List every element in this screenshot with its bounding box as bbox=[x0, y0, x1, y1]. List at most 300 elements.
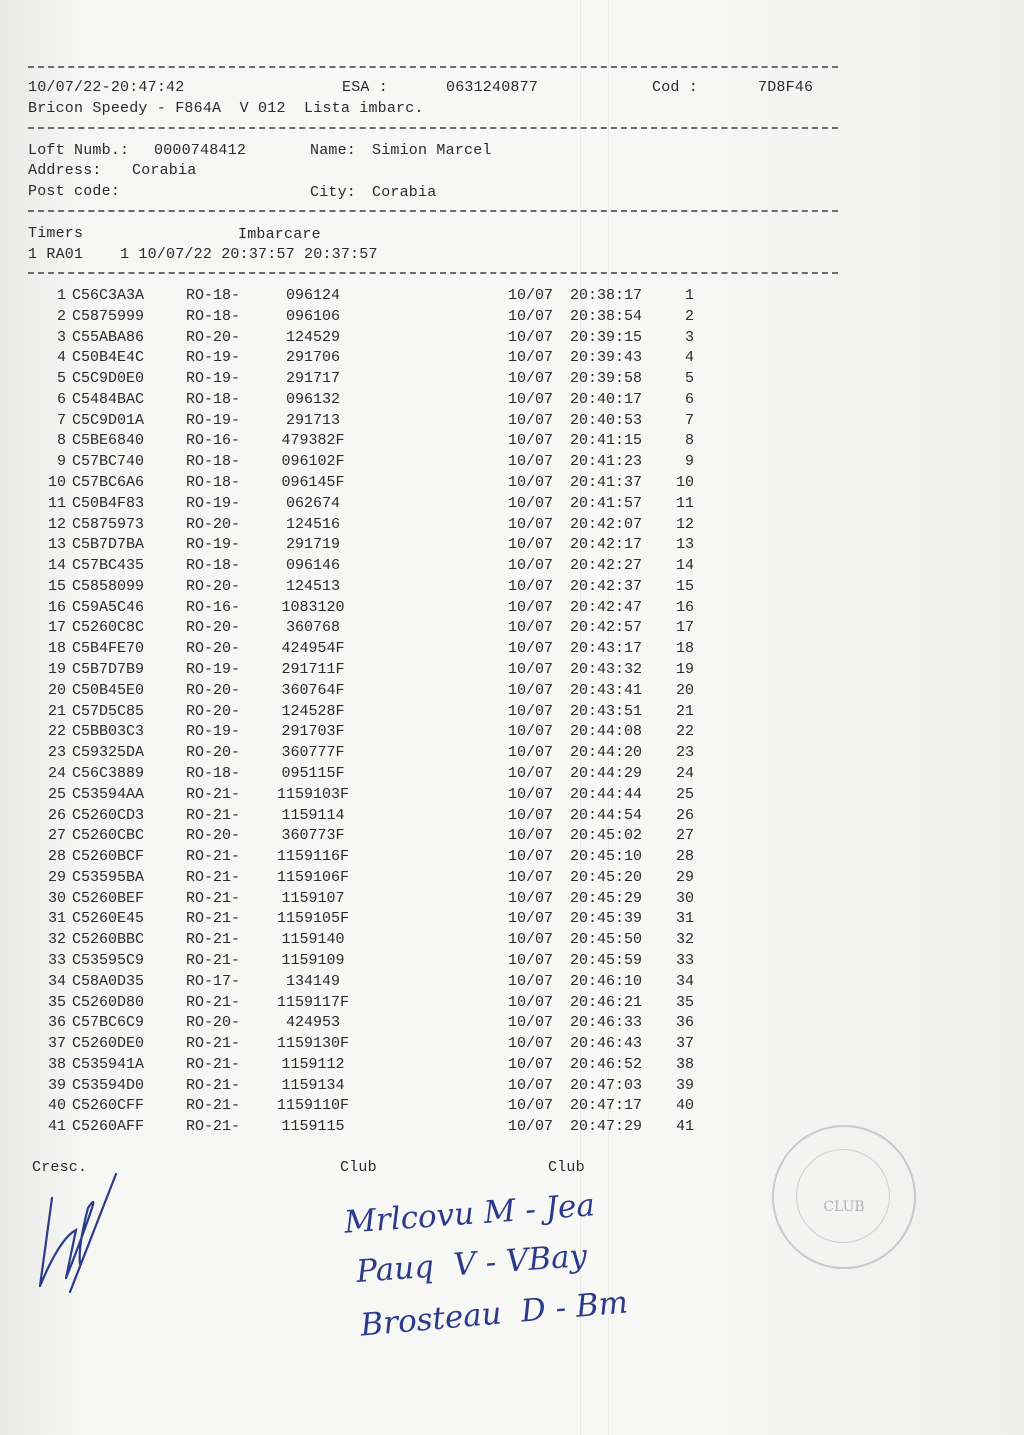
table-row bbox=[0, 723, 720, 744]
position: 30 bbox=[675, 889, 694, 907]
chip-id: C5B7D7BA bbox=[72, 536, 145, 554]
position: 10 bbox=[675, 474, 694, 492]
ring-number: 1159109 bbox=[281, 951, 345, 969]
position: 11 bbox=[675, 494, 694, 512]
arrival-time: 20:42:27 bbox=[570, 557, 643, 575]
arrival-date: 10/07 bbox=[508, 785, 554, 803]
table-row bbox=[0, 557, 720, 578]
arrival-time: 20:43:32 bbox=[570, 661, 643, 679]
table-row bbox=[0, 536, 720, 557]
ring-prefix: RO-18- bbox=[186, 390, 241, 408]
ring-prefix: RO-20- bbox=[186, 619, 241, 637]
table-row bbox=[0, 1035, 720, 1056]
table-row bbox=[0, 287, 720, 308]
row-index: 14 bbox=[47, 557, 66, 575]
club-label-2: Club bbox=[548, 1159, 585, 1176]
row-index: 20 bbox=[47, 681, 66, 699]
position: 17 bbox=[675, 619, 694, 637]
cod-label: Cod : bbox=[652, 79, 699, 96]
position: 29 bbox=[675, 868, 694, 886]
ring-number: 479382F bbox=[281, 432, 345, 450]
table-row bbox=[0, 308, 720, 329]
arrival-date: 10/07 bbox=[508, 1097, 554, 1115]
esa-value: 0631240877 bbox=[446, 79, 539, 96]
city-value: Corabia bbox=[372, 184, 437, 201]
arrival-time: 20:45:50 bbox=[570, 931, 643, 949]
arrival-time: 20:41:23 bbox=[570, 453, 643, 471]
arrival-date: 10/07 bbox=[508, 577, 554, 595]
ring-number: 096102F bbox=[281, 453, 345, 471]
row-index: 1 bbox=[56, 287, 66, 304]
position: 36 bbox=[675, 1014, 694, 1032]
ring-prefix: RO-19- bbox=[186, 349, 241, 367]
ring-prefix: RO-20- bbox=[186, 827, 241, 845]
arrival-time: 20:41:57 bbox=[570, 494, 643, 512]
table-row bbox=[0, 848, 720, 869]
arrival-time: 20:45:29 bbox=[570, 889, 643, 907]
address-value: Corabia bbox=[132, 162, 197, 179]
row-index: 40 bbox=[47, 1097, 66, 1115]
row-index: 31 bbox=[47, 910, 66, 928]
arrival-date: 10/07 bbox=[508, 515, 554, 533]
row-index: 19 bbox=[47, 661, 66, 679]
handwritten-name-2: Pauq V - VBay bbox=[355, 1237, 589, 1291]
arrival-time: 20:38:54 bbox=[570, 307, 643, 325]
name-value: Simion Marcel bbox=[372, 142, 492, 159]
ring-number: 1159115 bbox=[281, 1118, 345, 1136]
row-index: 13 bbox=[47, 536, 66, 554]
arrival-time: 20:44:44 bbox=[570, 785, 643, 803]
arrival-time: 20:46:52 bbox=[570, 1055, 643, 1073]
arrival-date: 10/07 bbox=[508, 848, 554, 866]
stamp-text: CLUB bbox=[823, 1199, 865, 1215]
ring-prefix: RO-19- bbox=[186, 536, 241, 554]
table-row bbox=[0, 474, 720, 495]
arrival-date: 10/07 bbox=[508, 993, 554, 1011]
ring-number: 291717 bbox=[285, 370, 340, 388]
arrival-time: 20:45:10 bbox=[570, 848, 643, 866]
esa-label: ESA : bbox=[342, 79, 389, 96]
arrival-time: 20:46:10 bbox=[570, 972, 643, 990]
arrival-time: 20:47:03 bbox=[570, 1076, 643, 1094]
row-index: 5 bbox=[56, 370, 66, 388]
loft-label: Loft Numb.: bbox=[28, 142, 130, 159]
ring-number: 095115F bbox=[281, 764, 345, 782]
city-label: City: bbox=[310, 184, 357, 201]
row-index: 23 bbox=[47, 744, 66, 762]
ring-prefix: RO-21- bbox=[186, 848, 241, 866]
ring-number: 1083120 bbox=[281, 598, 345, 616]
ring-number: 424954F bbox=[281, 640, 345, 658]
ring-prefix: RO-21- bbox=[186, 993, 241, 1011]
ring-prefix: RO-18- bbox=[186, 287, 241, 304]
arrival-date: 10/07 bbox=[508, 661, 554, 679]
position: 20 bbox=[675, 681, 694, 699]
position: 33 bbox=[675, 951, 694, 969]
ring-prefix: RO-21- bbox=[186, 1055, 241, 1073]
row-index: 26 bbox=[47, 806, 66, 824]
position: 23 bbox=[675, 744, 694, 762]
chip-id: C53595C9 bbox=[72, 951, 145, 969]
row-index: 41 bbox=[47, 1118, 66, 1136]
chip-id: C5260DE0 bbox=[72, 1035, 145, 1053]
chip-id: C58A0D35 bbox=[72, 972, 145, 990]
ring-number: 1159116F bbox=[276, 848, 349, 866]
arrival-date: 10/07 bbox=[508, 1076, 554, 1094]
arrival-time: 20:43:51 bbox=[570, 702, 643, 720]
position: 16 bbox=[675, 598, 694, 616]
ring-prefix: RO-18- bbox=[186, 474, 241, 492]
arrival-date: 10/07 bbox=[508, 598, 554, 616]
ring-prefix: RO-21- bbox=[186, 1118, 241, 1136]
table-row bbox=[0, 453, 720, 474]
chip-id: C53595BA bbox=[72, 868, 145, 886]
position: 41 bbox=[675, 1118, 694, 1136]
arrival-date: 10/07 bbox=[508, 723, 554, 741]
row-index: 27 bbox=[47, 827, 66, 845]
arrival-date: 10/07 bbox=[508, 640, 554, 658]
chip-id: C5260AFF bbox=[72, 1118, 145, 1136]
position: 39 bbox=[675, 1076, 694, 1094]
ring-number: 1159117F bbox=[276, 993, 349, 1011]
row-index: 38 bbox=[47, 1055, 66, 1073]
arrival-date: 10/07 bbox=[508, 411, 554, 429]
table-row bbox=[0, 682, 720, 703]
arrival-date: 10/07 bbox=[508, 287, 554, 304]
arrival-date: 10/07 bbox=[508, 1035, 554, 1053]
arrival-time: 20:46:21 bbox=[570, 993, 643, 1011]
chip-id: C57BC6A6 bbox=[72, 474, 145, 492]
arrival-time: 20:44:20 bbox=[570, 744, 643, 762]
ring-prefix: RO-21- bbox=[186, 1035, 241, 1053]
ring-number: 360777F bbox=[281, 744, 345, 762]
table-row bbox=[0, 412, 720, 433]
row-index: 37 bbox=[47, 1035, 66, 1053]
device-line: Bricon Speedy - F864A V 012 Lista imbarc. bbox=[28, 100, 424, 117]
chip-id: C5C9D0E0 bbox=[72, 370, 145, 388]
ring-prefix: RO-21- bbox=[186, 951, 241, 969]
ring-number: 291719 bbox=[285, 536, 340, 554]
table-row bbox=[0, 599, 720, 620]
position: 3 bbox=[684, 328, 694, 346]
ring-number: 291713 bbox=[285, 411, 340, 429]
ring-prefix: RO-19- bbox=[186, 411, 241, 429]
chip-id: C57BC740 bbox=[72, 453, 145, 471]
position: 1 bbox=[684, 287, 694, 304]
chip-id: C5B7D7B9 bbox=[72, 661, 145, 679]
ring-number: 096124 bbox=[285, 287, 340, 304]
chip-id: C5260CD3 bbox=[72, 806, 145, 824]
cod-value: 7D8F46 bbox=[758, 79, 814, 96]
imbarcare-label: Imbarcare bbox=[238, 226, 321, 243]
timers-label: Timers bbox=[28, 225, 84, 242]
row-index: 11 bbox=[47, 494, 66, 512]
row-index: 32 bbox=[47, 931, 66, 949]
ring-prefix: RO-21- bbox=[186, 868, 241, 886]
table-row bbox=[0, 910, 720, 931]
position: 31 bbox=[675, 910, 694, 928]
chip-id: C5BE6840 bbox=[72, 432, 145, 450]
chip-id: C50B45E0 bbox=[72, 681, 145, 699]
arrival-date: 10/07 bbox=[508, 328, 554, 346]
table-row bbox=[0, 1077, 720, 1098]
chip-id: C5BB03C3 bbox=[72, 723, 145, 741]
table-row bbox=[0, 619, 720, 640]
position: 22 bbox=[675, 723, 694, 741]
row-index: 22 bbox=[47, 723, 66, 741]
ring-prefix: RO-18- bbox=[186, 764, 241, 782]
position: 19 bbox=[675, 661, 694, 679]
position: 34 bbox=[675, 972, 694, 990]
ring-prefix: RO-21- bbox=[186, 931, 241, 949]
arrival-date: 10/07 bbox=[508, 681, 554, 699]
handwritten-name-3: Brosteau D - Bm bbox=[358, 1284, 630, 1344]
row-index: 21 bbox=[47, 702, 66, 720]
row-index: 3 bbox=[56, 328, 66, 346]
position: 28 bbox=[675, 848, 694, 866]
ring-prefix: RO-20- bbox=[186, 702, 241, 720]
arrival-date: 10/07 bbox=[508, 557, 554, 575]
arrival-time: 20:38:17 bbox=[570, 287, 643, 304]
ring-prefix: RO-21- bbox=[186, 1076, 241, 1094]
row-index: 6 bbox=[56, 390, 66, 408]
position: 13 bbox=[675, 536, 694, 554]
ring-number: 062674 bbox=[285, 494, 340, 512]
position: 15 bbox=[675, 577, 694, 595]
arrival-date: 10/07 bbox=[508, 868, 554, 886]
postcode-label: Post code: bbox=[28, 183, 121, 200]
table-row bbox=[0, 432, 720, 453]
address-label: Address: bbox=[28, 162, 102, 179]
arrival-date: 10/07 bbox=[508, 702, 554, 720]
ring-number: 096146 bbox=[285, 557, 340, 575]
position: 18 bbox=[675, 640, 694, 658]
chip-id: C5875973 bbox=[72, 515, 145, 533]
arrival-date: 10/07 bbox=[508, 307, 554, 325]
arrival-time: 20:42:57 bbox=[570, 619, 643, 637]
arrival-date: 10/07 bbox=[508, 494, 554, 512]
chip-id: C5484BAC bbox=[72, 390, 145, 408]
ring-prefix: RO-19- bbox=[186, 723, 241, 741]
ring-number: 124513 bbox=[285, 577, 340, 595]
chip-id: C59A5C46 bbox=[72, 598, 145, 616]
dashed-separator bbox=[28, 127, 838, 129]
position: 8 bbox=[684, 432, 694, 450]
chip-id: C57D5C85 bbox=[72, 702, 145, 720]
position: 6 bbox=[684, 390, 694, 408]
print-datetime: 10/07/22-20:47:42 bbox=[28, 79, 185, 96]
breeder-signature bbox=[30, 1168, 130, 1298]
ring-prefix: RO-21- bbox=[186, 785, 241, 803]
arrival-time: 20:47:17 bbox=[570, 1097, 643, 1115]
position: 32 bbox=[675, 931, 694, 949]
ring-number: 1159105F bbox=[276, 910, 349, 928]
ring-number: 1159140 bbox=[281, 931, 345, 949]
arrival-date: 10/07 bbox=[508, 349, 554, 367]
chip-id: C5260C8C bbox=[72, 619, 145, 637]
ring-number: 291706 bbox=[285, 349, 340, 367]
ring-prefix: RO-17- bbox=[186, 972, 241, 990]
chip-id: C59325DA bbox=[72, 744, 145, 762]
arrival-time: 20:39:58 bbox=[570, 370, 643, 388]
ring-prefix: RO-18- bbox=[186, 307, 241, 325]
ring-prefix: RO-21- bbox=[186, 806, 241, 824]
chip-id: C5858099 bbox=[72, 577, 145, 595]
row-index: 36 bbox=[47, 1014, 66, 1032]
chip-id: C50B4F83 bbox=[72, 494, 145, 512]
ring-number: 096145F bbox=[281, 474, 345, 492]
ring-prefix: RO-20- bbox=[186, 328, 241, 346]
ring-number: 1159107 bbox=[281, 889, 345, 907]
table-row bbox=[0, 952, 720, 973]
chip-id: C535941A bbox=[72, 1055, 145, 1073]
row-index: 16 bbox=[47, 598, 66, 616]
arrival-date: 10/07 bbox=[508, 370, 554, 388]
ring-prefix: RO-20- bbox=[186, 744, 241, 762]
loft-value: 0000748412 bbox=[154, 142, 247, 159]
arrival-date: 10/07 bbox=[508, 453, 554, 471]
table-row bbox=[0, 1014, 720, 1035]
arrival-time: 20:43:41 bbox=[570, 681, 643, 699]
row-index: 35 bbox=[47, 993, 66, 1011]
position: 2 bbox=[684, 307, 694, 325]
chip-id: C5875999 bbox=[72, 307, 145, 325]
position: 38 bbox=[675, 1055, 694, 1073]
row-index: 25 bbox=[47, 785, 66, 803]
ring-prefix: RO-21- bbox=[186, 889, 241, 907]
arrival-time: 20:47:29 bbox=[570, 1118, 643, 1136]
position: 5 bbox=[684, 370, 694, 388]
table-row bbox=[0, 349, 720, 370]
chip-id: C5260E45 bbox=[72, 910, 145, 928]
ring-prefix: RO-19- bbox=[186, 370, 241, 388]
arrival-date: 10/07 bbox=[508, 951, 554, 969]
position: 35 bbox=[675, 993, 694, 1011]
arrival-date: 10/07 bbox=[508, 619, 554, 637]
arrival-time: 20:39:15 bbox=[570, 328, 643, 346]
chip-id: C50B4E4C bbox=[72, 349, 145, 367]
arrival-date: 10/07 bbox=[508, 910, 554, 928]
arrival-date: 10/07 bbox=[508, 432, 554, 450]
ring-number: 1159112 bbox=[281, 1055, 345, 1073]
table-row bbox=[0, 765, 720, 786]
row-index: 33 bbox=[47, 951, 66, 969]
row-index: 8 bbox=[56, 432, 66, 450]
chip-id: C57BC435 bbox=[72, 557, 145, 575]
chip-id: C5B4FE70 bbox=[72, 640, 145, 658]
position: 4 bbox=[684, 349, 694, 367]
dashed-separator bbox=[28, 210, 838, 212]
arrival-date: 10/07 bbox=[508, 744, 554, 762]
chip-id: C5260CBC bbox=[72, 827, 145, 845]
arrival-time: 20:41:37 bbox=[570, 474, 643, 492]
arrival-time: 20:45:20 bbox=[570, 868, 643, 886]
table-row bbox=[0, 994, 720, 1015]
table-row bbox=[0, 495, 720, 516]
ring-number: 424953 bbox=[285, 1014, 340, 1032]
ring-number: 124516 bbox=[285, 515, 340, 533]
row-index: 10 bbox=[47, 474, 66, 492]
table-row bbox=[0, 370, 720, 391]
arrival-time: 20:42:37 bbox=[570, 577, 643, 595]
arrival-date: 10/07 bbox=[508, 1014, 554, 1032]
ring-number: 1159106F bbox=[276, 868, 349, 886]
ring-number: 1159103F bbox=[276, 785, 349, 803]
position: 9 bbox=[684, 453, 694, 471]
ring-prefix: RO-19- bbox=[186, 661, 241, 679]
table-row bbox=[0, 931, 720, 952]
arrival-time: 20:46:43 bbox=[570, 1035, 643, 1053]
ring-number: 096132 bbox=[285, 390, 340, 408]
row-index: 2 bbox=[56, 307, 66, 325]
position: 40 bbox=[675, 1097, 694, 1115]
chip-id: C5260BBC bbox=[72, 931, 145, 949]
ring-number: 124529 bbox=[285, 328, 340, 346]
row-index: 24 bbox=[47, 764, 66, 782]
row-index: 28 bbox=[47, 848, 66, 866]
table-row bbox=[0, 869, 720, 890]
table-row bbox=[0, 329, 720, 350]
chip-id: C53594D0 bbox=[72, 1076, 145, 1094]
ring-prefix: RO-20- bbox=[186, 577, 241, 595]
ring-prefix: RO-20- bbox=[186, 640, 241, 658]
ring-number: 1159110F bbox=[276, 1097, 349, 1115]
dashed-separator bbox=[28, 272, 838, 274]
ring-number: 360768 bbox=[285, 619, 340, 637]
arrival-time: 20:45:59 bbox=[570, 951, 643, 969]
table-row bbox=[0, 516, 720, 537]
ring-prefix: RO-20- bbox=[186, 1014, 241, 1032]
arrival-time: 20:42:17 bbox=[570, 536, 643, 554]
arrival-time: 20:42:47 bbox=[570, 598, 643, 616]
ring-number: 291711F bbox=[281, 661, 345, 679]
arrival-date: 10/07 bbox=[508, 827, 554, 845]
arrival-date: 10/07 bbox=[508, 1055, 554, 1073]
table-row bbox=[0, 661, 720, 682]
arrival-date: 10/07 bbox=[508, 806, 554, 824]
ring-prefix: RO-20- bbox=[186, 515, 241, 533]
table-row bbox=[0, 807, 720, 828]
ring-prefix: RO-18- bbox=[186, 453, 241, 471]
table-row bbox=[0, 827, 720, 848]
table-row bbox=[0, 391, 720, 412]
dashed-separator bbox=[28, 66, 838, 68]
chip-id: C5C9D01A bbox=[72, 411, 145, 429]
table-row bbox=[0, 1056, 720, 1077]
row-index: 15 bbox=[47, 577, 66, 595]
ring-number: 124528F bbox=[281, 702, 345, 720]
ring-prefix: RO-20- bbox=[186, 681, 241, 699]
club-stamp bbox=[772, 1125, 916, 1269]
arrival-time: 20:45:02 bbox=[570, 827, 643, 845]
table-row bbox=[0, 890, 720, 911]
table-row bbox=[0, 640, 720, 661]
ring-number: 1159114 bbox=[281, 806, 345, 824]
arrival-date: 10/07 bbox=[508, 764, 554, 782]
position: 25 bbox=[675, 785, 694, 803]
chip-id: C5260CFF bbox=[72, 1097, 145, 1115]
position: 26 bbox=[675, 806, 694, 824]
row-index: 18 bbox=[47, 640, 66, 658]
arrival-time: 20:44:08 bbox=[570, 723, 643, 741]
ring-number: 360773F bbox=[281, 827, 345, 845]
ring-number: 291703F bbox=[281, 723, 345, 741]
arrival-time: 20:39:43 bbox=[570, 349, 643, 367]
stamp-inner-ring bbox=[796, 1149, 890, 1243]
position: 27 bbox=[675, 827, 694, 845]
ring-number: 1159130F bbox=[276, 1035, 349, 1053]
arrival-date: 10/07 bbox=[508, 889, 554, 907]
